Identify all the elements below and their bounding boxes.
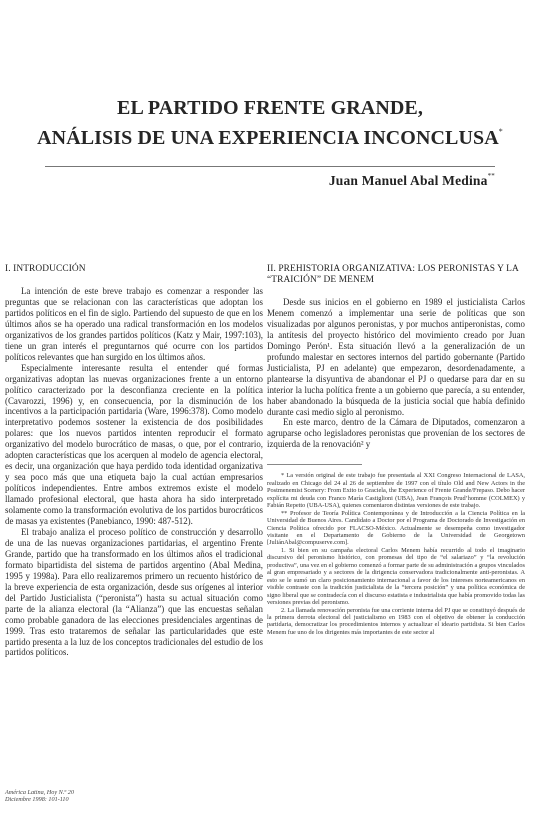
title-line-1: EL PARTIDO FRENTE GRANDE,	[117, 97, 423, 119]
section-heading-introduction: I. INTRODUCCIÓN	[5, 264, 86, 274]
paragraph: El trabajo analiza el proceso político de construcción y desarrollo de una de las nuevas organizaciones partidarias, el argentino Frente Grande, partido que ha transformado en los últimos años el tradicional formato bipartidista del sistema de partidos argentino (Abal Medina, 1995 y 1998a). Para ello realizaremos primero un recuento histórico de la breve experiencia de esta organización, desde sus orígenes al interior del Partido Justicialista (“peronista”) hasta su actual situación como parte de la alianza electoral (la “Alianza”) que las encuestas señalan como probable ganadora de las elecciones presidenciales argentinas de 1999. Tras esto trataremos de señalar las particularidades que este partido presenta a la luz de los conceptos tradicionales del estudio de los partidos políticos.	[5, 526, 263, 658]
footnote: 1. Si bien en su campaña electoral Carlos Menem había recurrido al todo el imaginario discursivo del peronismo histórico, con promesas del tipo de “el salariazo” y “la revolución productiva”, una vez en el gobierno comenzó a formar parte de su administración a grupos vinculados al gran empresariado y a sectores de la dirigencia conservadora tradicionalmente anti-peronistas. A esto se le sumó un claro posicionamiento internacional a favor de los intereses norteamericanos en visible contraste con la tradición justicialista de la “tercera posición” y una política económica de signo liberal que se contradecía con el discurso estatista e industrialista que había promovido todas las versiones previas del peronismo.	[267, 546, 525, 607]
title-line-2-text: ANÁLISIS DE UNA EXPERIENCIA INCONCLUSA	[37, 127, 499, 149]
author-footnote-mark: **	[487, 172, 495, 180]
journal-issue: Diciembre 1998: 101-110	[5, 796, 69, 804]
footnote: ** Profesor de Teoría Política Contemporánea y de Introducción a la Ciencia Política en la Universidad de Buenos Aires. Candidato a Doctor por el Programa de Doctorado de Investigación en Ciencia Política ofrecido por FLACSO-México. Actualmente se desempeña como investigador visitante en el Departamento de Gobierno de la Universidad de Georgetown [JuliánAbal@compuserve.com].	[267, 509, 525, 547]
left-column	[5, 264, 263, 658]
section-heading-prehistory: II. PREHISTORIA ORGANIZATIVA: LOS PERONISTAS Y LA “TRAICIÓN” DE MENEM	[267, 264, 519, 285]
article-title	[0, 97, 540, 150]
journal-name: América Latina, Hoy N.º 20	[5, 789, 74, 796]
paragraph: Especialmente interesante resulta el entender qué formas organizativas adoptan las nuevas organizaciones frente a un entorno político caracterizado por la desconfianza creciente en la política (Cavarozzi, 1996) y, en consecuencia, por la disminución de los incentivos a la participación partidaria (Ware, 1996:378). Como modelo interpretativo podemos sostener la existencia de dos posibilidades polares: que los nuevos partidos intenten reproducir el formato organizativo del modelo burocrático de masas, o que, por el contrario, adopten características que los acerquen al modelo de agencia electoral, es decir, una organización que haya perdido toda identidad organizativa y sea poco más que una etiqueta bajo la cual actúan empresarios políticos independientes. Entre ambos extremos existe el modelo llamado profesional electoral, que hasta ahora ha sido interpretado solamente como la transformación evolutiva de los partidos burocráticos de masas ya existentes (Panebianco, 1990: 487-512).	[5, 362, 263, 527]
paragraph: La intención de este breve trabajo es comenzar a responder las preguntas que se relacionan con las características que adoptan los partidos políticos en el fin de siglo. Partiendo del supuesto de que en los últimos años se ha operado una radical transformación en los modelos organizativos de los grandes partidos políticos (Katz y Mair, 1997:103), tiene un gran interés el preguntarnos qué ocurre con los partidos políticos relevantes que han surgido en los últimos años.	[5, 286, 263, 362]
paragraph: Desde sus inicios en el gobierno en 1989 el justicialista Carlos Menem comenzó a implementar una serie de políticas que son visualizadas por algunos peronistas, y por muchos antiperonistas, como la antítesis del proyecto histórico del movimiento creado por Juan Domingo Perón¹. Esta situación llevó a la generalización de un profundo malestar en sectores internos del partido gobernante (Partido Justicialista, PJ en adelante) que empezaron, desordenadamente, a plantearse la disyuntiva de abandonar el PJ o quedarse para dar en su interior la lucha política frente a un gobierno que parecía, a su entender, haber abandonado la búsqueda de la justicia social que había definido durante casi medio siglo al peronismo.	[267, 297, 525, 417]
title-footnote-mark: *	[498, 127, 503, 136]
paragraph: En este marco, dentro de la Cámara de Diputados, comenzaron a agruparse ocho legisladores peronistas que provenían de los sectores de izquierda de la renovación² y	[267, 417, 525, 450]
author-rule	[45, 166, 495, 189]
author-block	[0, 166, 540, 190]
journal-source	[5, 789, 74, 803]
footnote: * La versión original de este trabajo fue presentada al XXI Congreso Internacional de LASA, realizado en Chicago del 24 al 26 de septiembre de 1997 con el título Old and New Actors in the Postmenemist Scenery: From Exito to Graciela, the Experience of Frente Grande/Frepaso. Debo hacer explícita mi deuda con Franco María Castiglioni (UBA), Jean François Prud’homme (COLMEX) y Fabián Repetto (UBA-USA), quienes comentaron distintas versiones de este trabajo.	[267, 472, 525, 510]
right-column	[267, 264, 525, 636]
title-line-2	[0, 120, 540, 150]
footnote: 2. La llamada renovación peronista fue una corriente interna del PJ que se constituyó después de la primera derrota electoral del justicialismo en 1983 con el objetivo de obtener la conducción partidaria, democratizar los procedimientos internos y actualizar el ideario partidista. Si bien Carlos Menem fue uno de los dirigentes más importantes de este sector al	[267, 606, 525, 636]
author-name: Juan Manuel Abal Medina	[328, 173, 488, 188]
footnote-divider	[267, 464, 362, 465]
